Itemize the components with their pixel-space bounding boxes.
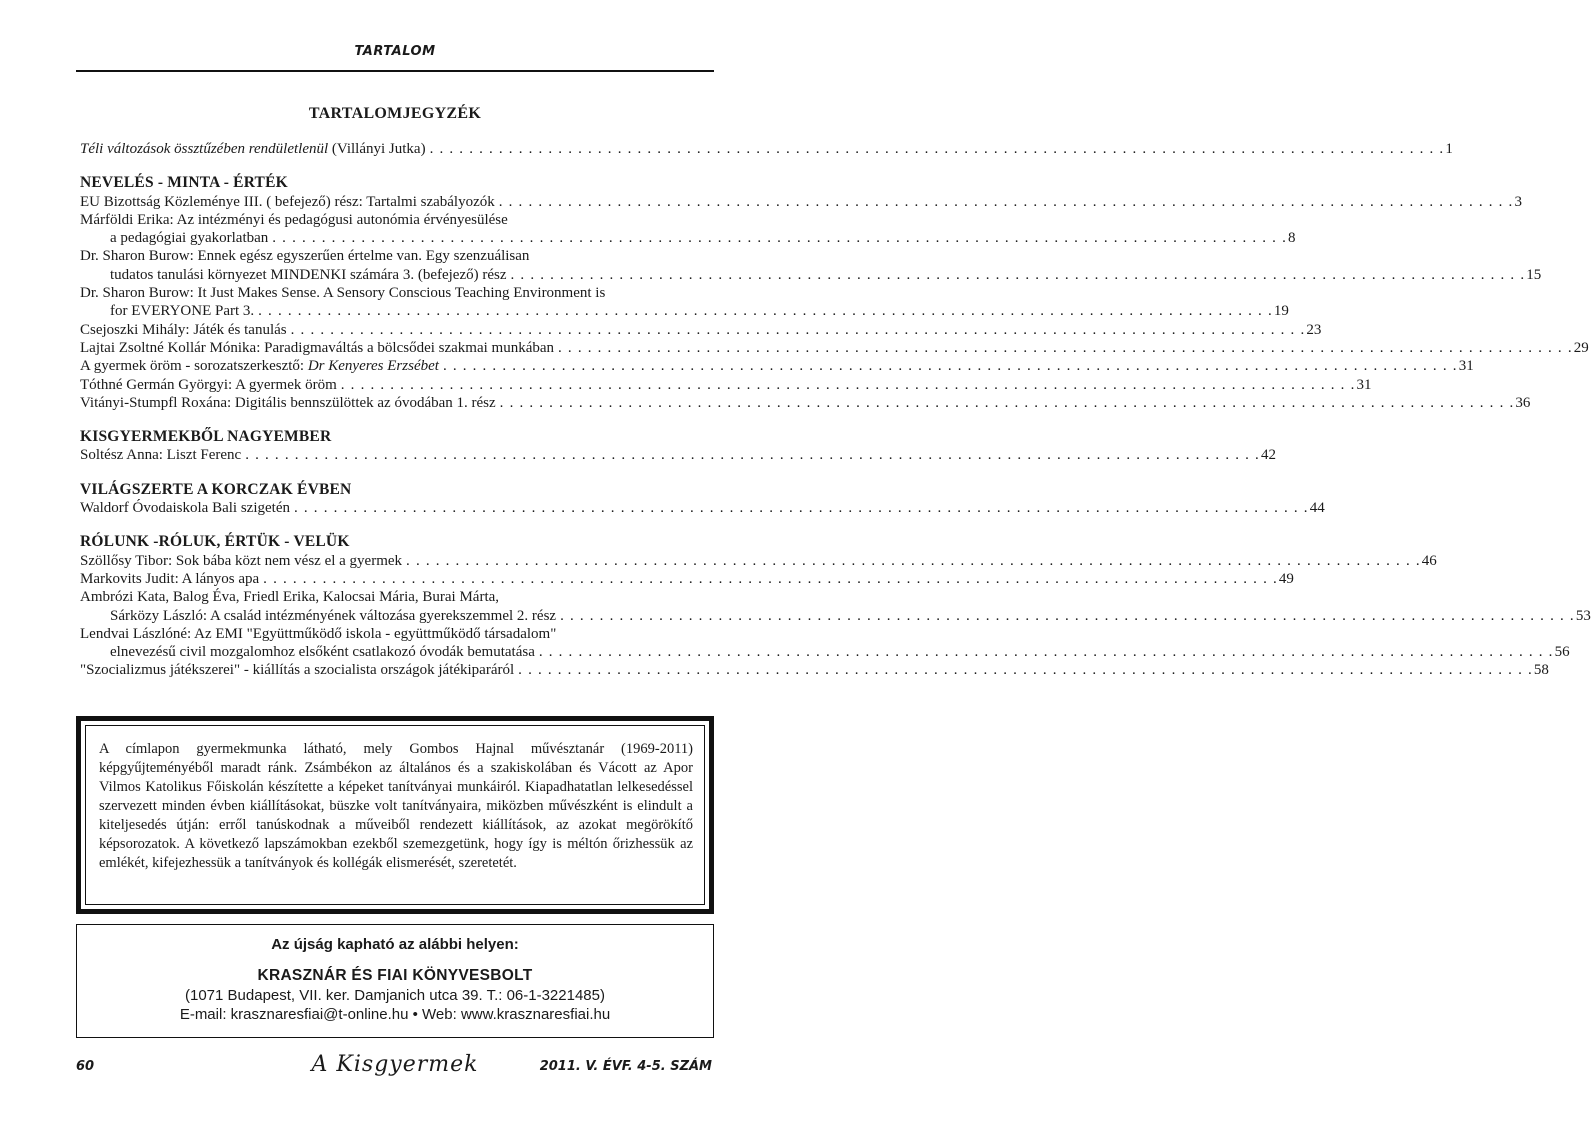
leader-dots: [558, 339, 1573, 357]
toc-entry[interactable]: [80, 607, 1591, 625]
header-rule: [76, 70, 714, 72]
page-number: 53: [1575, 607, 1591, 624]
entry-title: Vitányi-Stumpfl Roxána: Digitális bennszülöttek az óvodában 1. rész: [80, 394, 496, 411]
toc-entry-line[interactable]: Ambrózi Kata, Balog Éva, Friedl Erika, Kalocsai Mária, Burai Márta,: [80, 589, 500, 606]
leader-dots: [258, 302, 1273, 320]
toc-title: TARTALOMJEGYZÉK: [308, 105, 482, 122]
toc-entry[interactable]: [80, 446, 1276, 464]
toc-entry[interactable]: [80, 229, 1296, 247]
page-number: 8: [1288, 230, 1296, 247]
leader-dots: [500, 394, 1515, 412]
availability-box: [76, 924, 714, 1038]
toc-entry[interactable]: [80, 321, 1322, 339]
page-number: 56: [1554, 644, 1570, 661]
intro-title: Téli változások össztűzében rendületlenül: [80, 141, 329, 157]
leader-dots: [560, 607, 1575, 625]
toc-entry[interactable]: [80, 643, 1570, 661]
toc-entry[interactable]: [80, 570, 1294, 588]
entry-editor: Dr Kenyeres Erzsébet: [307, 358, 439, 375]
page-number: 19: [1273, 303, 1289, 320]
leader-dots: [430, 140, 1445, 158]
page-number: 44: [1309, 500, 1325, 517]
toc-entry-line[interactable]: Lendvai Lászlóné: Az EMI "Együttműködő iskola - együttműködő társadalom": [80, 625, 557, 642]
leader-dots: [511, 266, 1526, 284]
entry-title: Lajtai Zsoltné Kollár Mónika: Paradigmaváltás a bölcsődei szakmai munkában: [80, 339, 555, 356]
section-heading: VILÁGSZERTE A KORCZAK ÉVBEN: [80, 480, 352, 498]
page-number: 31: [1458, 358, 1474, 375]
leader-dots: [294, 499, 1309, 517]
leader-dots: [272, 229, 1287, 247]
page-number: 3: [1514, 193, 1522, 210]
leader-dots: [341, 376, 1356, 394]
leader-dots: [406, 552, 1421, 570]
entry-title: A gyermek öröm - sorozatszerkesztő:: [80, 358, 308, 375]
page-number: 31: [1356, 376, 1372, 393]
running-title: TARTALOM: [354, 44, 436, 59]
leader-dots: [263, 570, 1278, 588]
section-heading: NEVELÉS - MINTA - ÉRTÉK: [80, 174, 288, 192]
entry-title: Sárközy László: A család intézményének változása gyerekszemmel 2. rész: [110, 607, 557, 624]
toc-entry[interactable]: [80, 357, 1474, 375]
entry-title: Csejoszki Mihály: Játék és tanulás: [80, 321, 287, 338]
page-number: 42: [1260, 447, 1276, 464]
page-number: 49: [1278, 570, 1294, 587]
shop-contact[interactable]: E-mail: krasznaresfiai@t-online.hu • Web: www.krasznaresfiai.hu: [179, 1006, 611, 1023]
entry-title: "Szocializmus játékszerei" - kiállítás a szocialista országok játékiparáról: [80, 662, 515, 679]
toc-entry[interactable]: [80, 302, 1289, 320]
cover-note-text: A címlapon gyermekmunka látható, mely Gombos Hajnal művésztanár (1969-2011) képgyűjteményéből maradt ránk. Zsámbékon az általános és a szakiskolában és Vácott az Apor Vilmos Katolikus Főiskolán készítette a képeket tanítványai munkáiról. Kiapadhatatlan lelkesedéssel szervezett minden évben kiállításokat, büszke volt tanítványaira, miközben művészként is elindult a kiteljesedés útján: erről tanúskodnak a műveiből rendezett kiállítások, az azokat megörökítő képsorozatok. A következő lapszámokban ezekből szemezgetünk, hogy így is méltón őrizhessük az emlékét, kifejezhessük a tanítványok és kollégák elismerését, szeretetét.: [99, 741, 693, 871]
page-number: 46: [1421, 552, 1437, 569]
entry-title: elnevezésű civil mozgalomhoz elsőként csatlakozó óvodák bemutatása: [110, 644, 535, 661]
cover-note-box: [76, 716, 714, 914]
entry-title: EU Bizottság Közleménye III. ( befejező) rész: Tartalmi szabályozók: [80, 193, 495, 210]
toc-entry[interactable]: [80, 499, 1325, 517]
page-number: 36: [1515, 394, 1531, 411]
footer-issue: 2011. V. ÉVF. 4-5. SZÁM: [539, 1059, 712, 1074]
toc-intro-entry[interactable]: [80, 140, 1453, 158]
leader-dots: [499, 193, 1514, 211]
footer-page-number: 60: [76, 1059, 95, 1074]
toc-entry[interactable]: [80, 394, 1531, 412]
toc-entry[interactable]: [80, 193, 1522, 211]
page-number: 29: [1573, 339, 1589, 356]
page-number: 15: [1526, 266, 1542, 283]
entry-title: for EVERYONE Part 3.: [110, 303, 255, 320]
page-number: 1: [1445, 141, 1453, 157]
entry-title: Markovits Judit: A lányos apa: [80, 570, 260, 587]
entry-title: Waldorf Óvodaiskola Bali szigetén: [80, 500, 290, 517]
availability-heading: Az újság kapható az alábbi helyen:: [271, 936, 519, 953]
footer-magazine-name: A Kisgyermek: [311, 1052, 479, 1077]
leader-dots: [245, 446, 1260, 464]
entry-title: Tóthné Germán Györgyi: A gyermek öröm: [80, 376, 337, 393]
page-number: 23: [1306, 321, 1322, 338]
intro-author: (Villányi Jutka): [331, 141, 426, 157]
toc-entry[interactable]: [80, 266, 1542, 284]
entry-title: tudatos tanulási környezet MINDENKI számára 3. (befejező) rész: [110, 266, 507, 283]
toc-entry-line[interactable]: Dr. Sharon Burow: Ennek egész egyszerűen értelme van. Egy szenzuálisan: [80, 248, 530, 265]
leader-dots: [291, 321, 1306, 339]
entry-title: a pedagógiai gyakorlatban: [110, 230, 269, 247]
leader-dots: [518, 661, 1533, 679]
toc-entry[interactable]: [80, 552, 1437, 570]
entry-title: Szöllősy Tibor: Sok bába közt nem vész el a gyermek: [80, 552, 403, 569]
shop-address: (1071 Budapest, VII. ker. Damjanich utca 39. T.: 06-1-3221485): [185, 987, 605, 1004]
leader-dots: [539, 643, 1554, 661]
entry-title: Soltész Anna: Liszt Ferenc: [80, 447, 242, 464]
toc-entry[interactable]: [80, 339, 1589, 357]
toc-entry-line[interactable]: Dr. Sharon Burow: It Just Makes Sense. A Sensory Conscious Teaching Environment is: [80, 285, 606, 302]
table-of-contents: [80, 140, 1591, 680]
toc-entry[interactable]: [80, 661, 1549, 679]
page-number: 58: [1533, 662, 1549, 679]
section-heading: KISGYERMEKBŐL NAGYEMBER: [80, 428, 332, 446]
shop-name: KRASZNÁR ÉS FIAI KÖNYVESBOLT: [257, 967, 533, 984]
section-heading: RÓLUNK -RÓLUK, ÉRTÜK - VELÜK: [80, 533, 350, 551]
toc-entry-line[interactable]: Márföldi Erika: Az intézményi és pedagógusi autonómia érvényesülése: [80, 211, 508, 228]
leader-dots: [443, 357, 1458, 375]
toc-sections: [80, 174, 1591, 679]
toc-entry[interactable]: [80, 376, 1372, 394]
